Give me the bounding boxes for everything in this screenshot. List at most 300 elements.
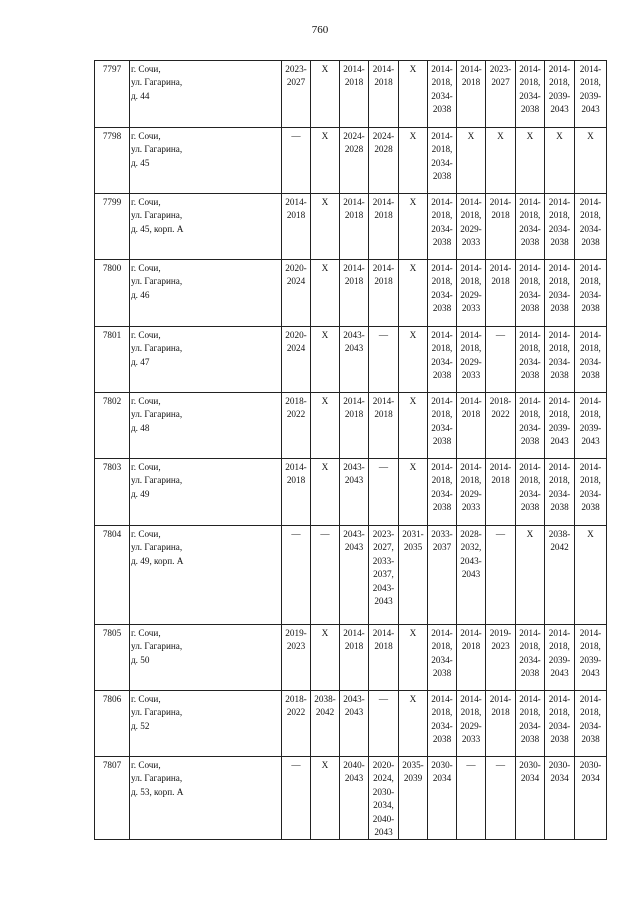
table-row <box>95 327 607 393</box>
cell-line: X <box>467 131 475 141</box>
cell-line: 2024- <box>343 131 365 141</box>
cell-line: 2014- <box>579 263 602 273</box>
cell-line: 2014- <box>372 628 395 638</box>
cell-line: 2034- <box>579 223 602 234</box>
cell-line: X <box>409 64 417 74</box>
cell-line: 2018, <box>519 475 541 486</box>
cell-line: 2043- <box>343 462 365 472</box>
cell-line: 2014- <box>372 396 395 406</box>
cell-line: X <box>409 330 417 340</box>
cell-line: 2039- <box>548 422 571 433</box>
cell-line: 2014- <box>431 64 453 74</box>
cell-line: — <box>378 694 389 704</box>
period-cell <box>340 526 369 625</box>
cell-line: 2014- <box>489 197 512 207</box>
period-cell <box>311 194 340 260</box>
row-number: 7807 <box>95 757 130 840</box>
period-cell <box>486 393 516 459</box>
cell-line: 2014- <box>579 694 602 704</box>
cell-line: г. Сочи, <box>131 197 161 207</box>
cell-line: X <box>526 131 534 141</box>
cell-line: 2018, <box>460 475 482 486</box>
cell-line: X <box>321 64 329 74</box>
period-cell <box>282 260 311 327</box>
period-cell <box>457 757 486 840</box>
table-row <box>95 526 607 625</box>
cell-line: 2023- <box>489 64 512 74</box>
cell-line: ул. Гагарина, <box>131 210 183 221</box>
row-number: 7804 <box>95 526 130 625</box>
cell-line: 2018 <box>491 276 510 287</box>
cell-line: 2018, <box>549 276 570 287</box>
cell-line: 2038 <box>550 502 569 513</box>
cell-line: 2043- <box>460 555 482 566</box>
cell-line: 2018, <box>431 276 453 287</box>
period-cell <box>428 459 457 526</box>
cell-line: 2034- <box>548 488 571 499</box>
table-row <box>95 128 607 194</box>
cell-line: 2018, <box>460 210 482 221</box>
cell-line: X <box>526 529 534 539</box>
cell-line: 2043- <box>372 582 395 593</box>
cell-line: 2018 <box>344 77 364 88</box>
period-cell <box>369 260 399 327</box>
cell-line: 2018 <box>344 409 364 420</box>
cell-line: 2043 <box>374 596 393 607</box>
period-cell <box>486 526 516 625</box>
period-cell <box>399 757 428 840</box>
cell-line: 2022 <box>286 707 306 718</box>
cell-line: 2018 <box>461 641 481 652</box>
cell-line: 2027, <box>373 542 394 553</box>
cell-line: 2018, <box>431 343 453 354</box>
cell-line: 2018, <box>580 409 601 420</box>
period-cell <box>457 393 486 459</box>
cell-line: 2039- <box>548 90 571 101</box>
cell-line: 2018 <box>461 409 481 420</box>
cell-line: 2018, <box>519 343 541 354</box>
period-cell <box>516 459 545 526</box>
cell-line: 2018 <box>344 210 364 221</box>
cell-line: 2043- <box>343 694 365 704</box>
period-cell <box>340 260 369 327</box>
cell-line: 2038 <box>581 370 600 381</box>
cell-line: ул. Гагарина, <box>131 773 183 784</box>
period-cell <box>457 260 486 327</box>
row-number: 7802 <box>95 393 130 459</box>
cell-line: 2024 <box>286 276 306 287</box>
period-cell <box>575 128 607 194</box>
cell-line: д. 50 <box>131 654 150 665</box>
cell-line: 2029- <box>460 488 482 499</box>
period-cell <box>399 393 428 459</box>
period-cell <box>486 459 516 526</box>
cell-line: 2034 <box>581 773 600 784</box>
period-cell <box>575 625 607 691</box>
period-cell <box>516 327 545 393</box>
period-cell <box>340 459 369 526</box>
cell-line: 2033 <box>461 734 481 745</box>
cell-line: 2014- <box>431 263 453 273</box>
cell-line: 2018 <box>374 276 393 287</box>
cell-line: 2043- <box>343 529 365 539</box>
cell-line: X <box>321 396 329 406</box>
cell-line: 2018, <box>519 641 541 652</box>
cell-line: 2014- <box>519 694 541 704</box>
cell-line: г. Сочи, <box>131 64 161 74</box>
cell-line: д. 49, корп. А <box>131 555 184 566</box>
period-cell <box>399 691 428 757</box>
cell-line: 2034- <box>431 422 453 433</box>
address-cell <box>130 691 282 757</box>
cell-line: 2033 <box>461 303 481 314</box>
cell-line: 2018, <box>431 707 453 718</box>
cell-line: X <box>409 694 417 704</box>
period-cell <box>428 757 457 840</box>
cell-line: — <box>291 760 301 770</box>
cell-line: — <box>495 529 506 539</box>
cell-line: 2034- <box>431 654 453 665</box>
cell-line: 2018, <box>580 707 601 718</box>
cell-line: г. Сочи, <box>131 330 161 340</box>
cell-line: 2042 <box>315 707 335 718</box>
cell-line: X <box>321 197 329 207</box>
cell-line: д. 53, корп. А <box>131 786 184 797</box>
cell-line: 2038 <box>581 237 600 248</box>
cell-line: — <box>378 462 389 472</box>
cell-line: 2018, <box>431 144 453 155</box>
address-cell <box>130 194 282 260</box>
cell-line: 2039- <box>548 654 571 665</box>
period-cell <box>282 128 311 194</box>
cell-line: 2014- <box>460 197 482 207</box>
cell-line: 2024, <box>373 773 394 784</box>
cell-line: 2039 <box>403 773 423 784</box>
cell-line: 2031- <box>402 529 424 539</box>
address-cell <box>130 61 282 128</box>
cell-line: 2034- <box>431 223 453 234</box>
cell-line: 2014- <box>579 197 602 207</box>
table-row <box>95 757 607 840</box>
cell-line: 2024 <box>286 343 306 354</box>
cell-line: 2014- <box>431 330 453 340</box>
cell-line: 2019- <box>285 628 307 638</box>
cell-line: 2014- <box>548 64 571 74</box>
address-cell <box>130 625 282 691</box>
cell-line: — <box>378 330 389 340</box>
cell-line: 2038 <box>520 668 540 679</box>
cell-line: X <box>409 263 417 273</box>
period-cell <box>282 757 311 840</box>
cell-line: 2038 <box>432 436 452 447</box>
cell-line: 2034, <box>373 800 394 811</box>
cell-line: д. 45 <box>131 157 150 168</box>
cell-line: X <box>321 628 329 638</box>
period-cell <box>428 260 457 327</box>
cell-line: 2018, <box>549 210 570 221</box>
cell-line: 2030- <box>579 760 602 770</box>
cell-line: 2018 <box>491 475 510 486</box>
cell-line: д. 47 <box>131 356 150 367</box>
cell-line: 2018, <box>460 707 482 718</box>
cell-line: 2038 <box>432 303 452 314</box>
cell-line: 2014- <box>460 396 482 406</box>
cell-line: ул. Гагарина, <box>131 343 183 354</box>
period-cell <box>311 260 340 327</box>
cell-line: 2034- <box>431 720 453 731</box>
cell-line: 2034 <box>432 773 452 784</box>
cell-line: 2018, <box>431 77 453 88</box>
period-cell <box>369 327 399 393</box>
cell-line: 2014- <box>285 197 307 207</box>
cell-line: 2018, <box>519 210 541 221</box>
period-cell <box>311 459 340 526</box>
cell-line: 2038 <box>432 370 452 381</box>
cell-line: 2018, <box>580 77 601 88</box>
cell-line: 2018, <box>519 409 541 420</box>
cell-line: 2018, <box>580 276 601 287</box>
table-row <box>95 61 607 128</box>
cell-line: 2034- <box>579 720 602 731</box>
period-cell <box>399 61 428 128</box>
cell-line: д. 44 <box>131 90 150 101</box>
cell-line: 2018, <box>519 707 541 718</box>
cell-line: 2014- <box>548 694 571 704</box>
period-cell <box>311 393 340 459</box>
cell-line: — <box>291 131 301 141</box>
period-cell <box>575 327 607 393</box>
cell-line: ул. Гагарина, <box>131 409 183 420</box>
period-cell <box>545 260 575 327</box>
cell-line: X <box>409 628 417 638</box>
cell-line: 2018 <box>374 409 393 420</box>
cell-line: X <box>321 131 329 141</box>
period-cell <box>369 526 399 625</box>
cell-line: 2014- <box>460 64 482 74</box>
period-cell <box>575 393 607 459</box>
row-number: 7800 <box>95 260 130 327</box>
cell-line: 2043 <box>344 773 364 784</box>
row-number: 7799 <box>95 194 130 260</box>
period-cell <box>428 61 457 128</box>
cell-line: 2030- <box>548 760 571 770</box>
cell-line: 2038 <box>550 370 569 381</box>
cell-line: 2018, <box>549 641 570 652</box>
cell-line: 2014- <box>548 462 571 472</box>
period-cell <box>457 526 486 625</box>
cell-line: 2028 <box>374 144 393 155</box>
cell-line: 2018 <box>344 641 364 652</box>
table-row <box>95 393 607 459</box>
cell-line: 2043 <box>344 542 364 553</box>
period-cell <box>399 526 428 625</box>
period-cell <box>428 625 457 691</box>
period-cell <box>369 194 399 260</box>
period-cell <box>340 625 369 691</box>
cell-line: 2043- <box>343 330 365 340</box>
cell-line: 2014- <box>460 462 482 472</box>
period-cell <box>428 526 457 625</box>
cell-line: 2043 <box>550 436 569 447</box>
cell-line: 2014- <box>431 628 453 638</box>
cell-line: — <box>495 330 506 340</box>
period-cell <box>486 757 516 840</box>
period-cell <box>282 327 311 393</box>
cell-line: 2038 <box>520 104 540 115</box>
period-cell <box>369 128 399 194</box>
cell-line: 2020- <box>285 263 307 273</box>
period-cell <box>516 691 545 757</box>
period-cell <box>428 691 457 757</box>
table-row <box>95 691 607 757</box>
cell-line: X <box>409 462 417 472</box>
cell-line: 2038 <box>581 303 600 314</box>
cell-line: 2035 <box>403 542 423 553</box>
period-cell <box>545 61 575 128</box>
address-cell <box>130 393 282 459</box>
cell-line: ул. Гагарина, <box>131 276 183 287</box>
period-cell <box>282 459 311 526</box>
table-row <box>95 459 607 526</box>
cell-line: 2014- <box>548 263 571 273</box>
cell-line: 2014- <box>519 197 541 207</box>
cell-line: г. Сочи, <box>131 529 161 539</box>
cell-line: X <box>587 131 594 141</box>
period-cell <box>369 757 399 840</box>
cell-line: 2018 <box>491 707 510 718</box>
cell-line: ул. Гагарина, <box>131 144 183 155</box>
cell-line: 2020- <box>372 760 395 770</box>
period-cell <box>545 393 575 459</box>
period-cell <box>545 128 575 194</box>
table-row <box>95 260 607 327</box>
period-cell <box>340 691 369 757</box>
cell-line: 2038- <box>548 529 571 539</box>
cell-line: д. 48 <box>131 422 150 433</box>
cell-line: 2043 <box>344 475 364 486</box>
period-cell <box>457 625 486 691</box>
cell-line: 2014- <box>519 263 541 273</box>
cell-line: 2034- <box>548 289 571 300</box>
cell-line: г. Сочи, <box>131 131 161 141</box>
period-cell <box>486 625 516 691</box>
cell-line: 2014- <box>548 197 571 207</box>
cell-line: 2014- <box>519 64 541 74</box>
table-row <box>95 625 607 691</box>
cell-line: X <box>497 131 504 141</box>
cell-line: 2038 <box>550 303 569 314</box>
period-cell <box>486 128 516 194</box>
cell-line: 2034- <box>431 157 453 168</box>
cell-line: 2039- <box>579 654 602 665</box>
cell-line: 2014- <box>343 628 365 638</box>
period-cell <box>311 61 340 128</box>
period-cell <box>457 459 486 526</box>
cell-line: г. Сочи, <box>131 628 161 638</box>
cell-line: 2023 <box>491 641 510 652</box>
period-cell <box>516 61 545 128</box>
cell-line: 2038 <box>432 734 452 745</box>
cell-line: 2038 <box>520 734 540 745</box>
cell-line: 2014- <box>372 64 395 74</box>
cell-line: г. Сочи, <box>131 462 161 472</box>
cell-line: ул. Гагарина, <box>131 475 183 486</box>
period-cell <box>369 393 399 459</box>
period-cell <box>282 393 311 459</box>
cell-line: X <box>321 760 329 770</box>
cell-line: 2018, <box>580 641 601 652</box>
period-cell <box>340 327 369 393</box>
cell-line: — <box>466 760 476 770</box>
cell-line: 2043 <box>374 827 393 838</box>
cell-line: 2014- <box>489 694 512 704</box>
cell-line: 2014- <box>489 263 512 273</box>
cell-line: 2018, <box>519 276 541 287</box>
cell-line: 2043 <box>581 668 600 679</box>
cell-line: 2022 <box>286 409 306 420</box>
cell-line: 2018, <box>549 409 570 420</box>
cell-line: 2014- <box>579 462 602 472</box>
period-cell <box>340 757 369 840</box>
cell-line: 2014- <box>519 628 541 638</box>
cell-line: 2043 <box>344 707 364 718</box>
period-cell <box>545 625 575 691</box>
cell-line: 2038 <box>550 734 569 745</box>
cell-line: 2029- <box>460 356 482 367</box>
cell-line: 2038 <box>520 370 540 381</box>
cell-line: 2029- <box>460 720 482 731</box>
cell-line: 2018, <box>431 409 453 420</box>
period-cell <box>575 526 607 625</box>
cell-line: 2030- <box>519 760 541 770</box>
cell-line: 2018- <box>489 396 512 406</box>
period-cell <box>516 260 545 327</box>
cell-line: 2043 <box>344 343 364 354</box>
cell-line: 2014- <box>431 396 453 406</box>
cell-line: 2014- <box>460 263 482 273</box>
cell-line: 2018 <box>286 210 306 221</box>
cell-line: 2037 <box>432 542 452 553</box>
cell-line: 2034- <box>519 720 541 731</box>
cell-line: 2030- <box>372 786 395 797</box>
cell-line: 2014- <box>343 396 365 406</box>
cell-line: 2035- <box>402 760 424 770</box>
cell-line: 2029- <box>460 223 482 234</box>
cell-line: 2014- <box>489 462 512 472</box>
cell-line: 2018, <box>460 276 482 287</box>
period-cell <box>428 194 457 260</box>
cell-line: X <box>409 131 417 141</box>
period-cell <box>545 459 575 526</box>
cell-line: 2034- <box>519 654 541 665</box>
cell-line: 2014- <box>460 628 482 638</box>
page-number: 760 <box>311 24 329 36</box>
cell-line: 2018, <box>519 77 541 88</box>
cell-line: 2038- <box>314 694 336 704</box>
cell-line: X <box>409 197 417 207</box>
cell-line: 2038 <box>520 502 540 513</box>
period-cell <box>575 61 607 128</box>
row-number: 7797 <box>95 61 130 128</box>
cell-line: 2034- <box>519 356 541 367</box>
cell-line: 2033- <box>372 555 395 566</box>
period-cell <box>399 260 428 327</box>
period-cell <box>369 459 399 526</box>
period-cell <box>486 260 516 327</box>
cell-line: 2034- <box>431 289 453 300</box>
cell-line: X <box>556 131 563 141</box>
cell-line: 2040- <box>343 760 365 770</box>
